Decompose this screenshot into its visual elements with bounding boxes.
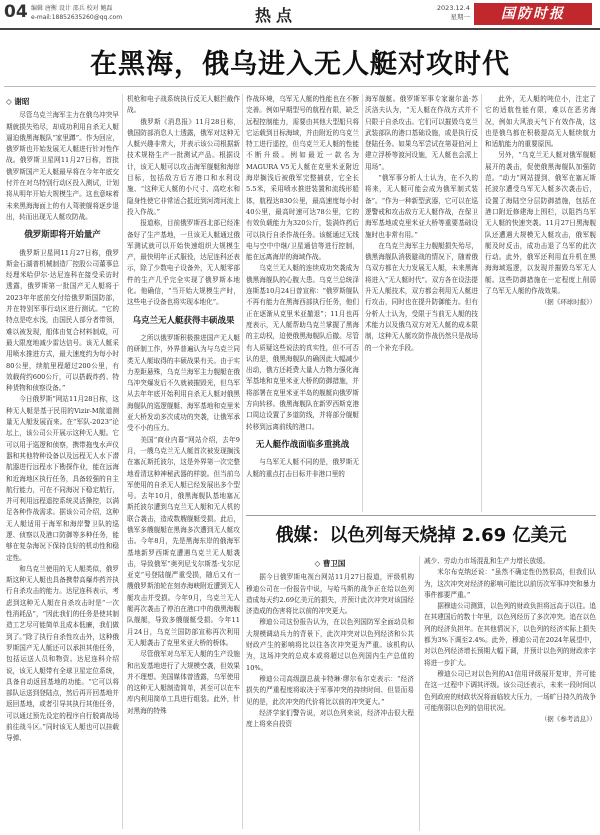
paragraph: 经济学家们警告说，对以色列来说，经济冲击很大程度上将来自投资 xyxy=(246,708,414,729)
page-header xyxy=(0,0,600,30)
column-divider xyxy=(122,94,123,829)
article2-column-2 xyxy=(424,556,596,831)
paragraph: “俄军事分析人士认为，在不久的将来，无人艇可能会成为俄军制式装备”。“作为一种新型武器，它可以在巡逻警戒和攻击敌方无人艇作战，在保卫海军基地或克里米亚大桥等重要基础设施时也非常有用。” xyxy=(365,174,478,239)
paragraph: 机枪和电子战系统执行反无人艇拦截作战。 xyxy=(127,95,240,115)
article-byline: ◇ 谢昭 xyxy=(6,97,30,106)
paragraph: 减少、劳动力市场混乱和生产力增长放缓。 xyxy=(424,557,550,565)
page-number: 04 xyxy=(4,2,28,22)
main-headline: 在黑海，俄乌进入无人艇对攻时代 xyxy=(90,49,510,80)
second-headline: 俄媒：以色列每天烧掉 2.69 亿美元 xyxy=(275,525,567,546)
paragraph: 作战环境，乌军无人艇的性能也在不断完善。例如早期型号的航程有限，缺乏远程控制能力，需要由其他大型船只将它运载到目标海域，并由附近的乌克兰特工进行遥控，但乌克兰无人艇的性能不断升级。例如最近一款名为MAGURA V5无人艇在克里米亚附近海岸搁浅后被俄军完整捕获，它全长5.5米，采用喷水推进装置和流线形船体，航程达830公里，最高速度每小时40公里，最高时速可达78公里，它的有效负载能力为320公斤，装满炸药后可以执行自杀作战任务。该艇通过无线电与空中中继/卫星通信等进行控制，能在远离海岸的海域作战。 xyxy=(246,95,359,262)
paragraph: 在乌克兰海军主力舰艇损失殆尽，俄黑海舰队消极避战的情况下，随着俄乌双方都在大力发展无人艇，未来黑海将进入“无人艇时代”。双方各在设法提升无人艇技术，双方都会利用无人艇进行攻击，同时也在提升防御能力。但有分析人士认为，受限于当前无人艇的技术能力以及俄乌双方对无人艇的成本限制，这种无人艇攻防作战仍然只是战场的一个补充手段。 xyxy=(365,241,478,352)
paragraph: 据今日俄罗斯电视台网站11月27日报道，评级机构穆迪公司在一份报告中说，与哈马斯的战争正在给以色列造成每天约2.69亿美元的损失，并预计此次冲突对该国经济造成的伤害将比以前的冲突更大。 xyxy=(246,573,414,616)
paragraph: 穆迪公司已对以色列的A1信用评级展开复审，并可能在这一过程中下调其评级。该公司还表示，未来一段时间以色列政府的财政状况将面临较大压力，一场旷日持久的战争可能削弱以色列的信用状况。 xyxy=(424,669,596,712)
article2-column-1 xyxy=(246,556,414,831)
paragraph: 此外，无人艇的吨位小，注定了它的适航性能有限，难以在恶劣海况，例如大风浪天气下有效作战，这也是俄乌都在积极提高无人艇续航力和适航能力的重要原因。 xyxy=(485,95,596,149)
header-divider xyxy=(0,28,600,30)
article-column-2 xyxy=(127,94,240,829)
source-credit: （据《参考消息》） xyxy=(540,715,596,724)
date-text: 2023.12.4 xyxy=(436,4,470,12)
paragraph: 俄罗斯卫星网11月27日称，俄罗斯金石湖普机械制造厂控股公司董事总经理米哈伊尔·达尼连科在接受采访时透露，俄罗斯第一批国产无人艇将于2023年年底前交付给俄罗斯国防部，并在特别军事行动区进行测试。“它的特点是吃水浅，由国民人部分者带领，难以被发现，船体由复合材料制成，可最大限度地减少雷达信号。该无人艇采用喷水推进方式，最大速度约为每小时80公里，续航里程超过200公里，有效载荷约600公斤，可以搭载炸药、特种货物和侦察设备。” xyxy=(6,248,119,393)
paragraph: 海军舰艇。俄罗斯军事专家谢尔盖·苏沃洛夫认为，“无人艇在作战方式并不只限于自杀攻击。它们可以摧毁乌克兰武装部队的港口基础设施，或是执行反登陆任务。如果乌军尝试在第聂伯河上建立浮桥等渡河设施，无人艇也会派上用场”。 xyxy=(365,95,478,171)
paragraph: 尽管乌克兰海军主力在俄乌冲突早期就损失殆尽，却成功利用自杀无人艇逼迫俄黑海舰队“家里蹲”。作为回应，俄罗斯也开始发展无人艇进行针对性作战。俄罗斯卫星网11月27日称，首批俄罗斯国产无人艇最早将在今年年底交付并在对乌特别行动区投入测试，计划将从明年开始大规模生产。这也意味着未来黑海海面上的有人驾驶舰将逐步退出，转而出现无人艇攻防战。 xyxy=(6,111,119,221)
article-column-5 xyxy=(485,94,596,512)
column-divider xyxy=(362,94,363,512)
article-column-1 xyxy=(6,94,119,829)
article2-byline: ◇ 曹卫国 xyxy=(314,559,346,568)
column-divider xyxy=(242,94,243,829)
paragraph: 报道称，目前俄罗斯西北部已经准备好了生产基地，一旦该无人艇通过俄军测试就可以开始快速组织大规模生产，最快明年正式服役，达尼连科还表示，除了少数电子设备外，无人艇零部件的生产几乎完全实现了俄罗斯本地化。他确信，“当开始大规模生产时，这些电子设备也将实现本地化”。 xyxy=(127,219,240,307)
headline-divider xyxy=(4,86,596,87)
article-column-4 xyxy=(365,94,478,512)
paragraph: 据穆迪公司测算，以色列的财政负担将远高于以往。追在其建国后的数十年里，以色列经历了多次冲突。追在以色列的经济负担年。在其他情况下，以色列的经济实际上损失都为3%下调至2.4%。此外，穆迪公司在2024年展望中，对以色列经济增长预期大幅下调，并预计以色列的财政赤字将进一步扩大。 xyxy=(424,602,596,667)
paragraph: 与乌军无人艇不同的是，俄罗斯无人艇的重点打击目标并非港口里的 xyxy=(246,458,359,478)
paragraph: 乌克兰无人艇的连续成功突袭成为俄黑海舰队的心腹大患。乌克兰总统泽连斯基10月24日曾宣称：“俄罗斯舰队不再有能力在黑海西部执行任务，他们正在逐渐从克里米亚撤退”；11月也再度表示，无人艇帮助乌克兰掌握了黑海的主动权，迫使俄黑海舰队后撤。尽管有人质疑这些说法的真实性，但不可否认的是，俄黑海舰队的确因此大幅减少出动，俄方还耗费大量人力物力强化海军基地和克里米亚大桥的防御措施，并将部署在克里米亚半岛的舰艇向俄罗斯方向转移。俄黑海舰队在新罗西斯克港口周边设置了多道防线，并将部分舰艇转移到远离前线的港口。 xyxy=(246,264,359,431)
paragraph: 另外，“乌克兰无人艇对俄军舰艇展开的袭击，促使俄黑海舰队加强防范。“动力”网站提到，俄军在塞瓦斯托波尔遭受乌军无人艇多次袭击后，设置了海陆空分层防御措施，包括在港口附近修建海上围栏，以阻挡乌军无人艇的快速突袭。11月27日黑海舰队还遭遇大规模无人艇攻击，俄军舰艇及时反击，成功击退了乌军的此次行动。此外，俄军还利用直升机在黑海海域巡逻，以发现并摧毁乌军无人艇。这些防御措施在一定程度上削弱了乌军无人艇的作战效果。 xyxy=(485,151,596,296)
subheading: 无人艇作战面临多重挑战 xyxy=(255,439,350,450)
paragraph: 尽管俄军对乌军无人艇的生产设施和出发基地进行了大规模空袭，但效果并不理想。美国媒体曾透露，乌军使用的这种无人艇制造简单，甚至可以在车库内利用简单工具进行组装。此外，针对黑海的特殊 xyxy=(127,650,240,715)
section-title: 热点 xyxy=(255,6,298,25)
issue-date xyxy=(420,4,470,22)
subheading: 乌克兰无人艇获得丰硕战果 xyxy=(132,315,235,326)
editor-info xyxy=(31,4,122,22)
paragraph: 之所以俄罗斯积极推进国产无人艇的研制工作，外界普遍认为与乌克兰同类无人艇取得的丰硕战果有关。由于实力差距悬殊，乌克兰海军主力舰艇在俄乌冲突爆发后不久就被摧毁光，但乌军从去年年底开始利用自杀无人艇对俄黑海舰队的巡逻舰艇、海军基地和克里米亚大桥发动多次成功的突袭，让俄军承受不小的压力。 xyxy=(127,333,240,433)
paragraph: 俄罗斯《消息报》11月28日称，俄国防部消息人士透露，俄军对这种无人艇兴趣非常大，并表示该公司根据新技术规格生产一批测试产品。根据设计，该无人艇可以攻击海军舰艇和海岸目标，包括敌方后方港口和水利设施、“这种无人艇的小尺寸、高吃水和隐身性使它非常适合抵近到河湾河流上投入作战。” xyxy=(127,117,240,216)
masthead-logo: 国防时报 xyxy=(474,3,592,25)
paragraph: 米尔布克纳还说：“虽然不确定性仍然很高，但我们认为，这次冲突对经济的影响可能比以前历次军事冲突和暴力事件都要严重。” xyxy=(424,568,596,599)
paragraph: 和乌克兰使用的无人艇类似，俄罗斯这种无人艇也具备携带高爆炸药并执行自杀攻击的能力。达尼连科表示，考虑到这种无人艇在自杀攻击时是“一次性消耗品”，“因此我们的任务是使其制造工艺尽可能简单且成本低廉，我们做到了。”除了执行自杀性攻击外，这种俄罗斯国产无人艇还可以承担其他任务，包括运送人员和物资。达尼连科介绍说，该无人艇带有全球卫星定位系统，具备自动返回基地的功能。“它可以将部队运送到登陆点，然后再开回基地并返回基地，或者引导其执行其他任务，可以通过预先设定的程序自行脱离战场前往战斗区。”同时该无人艇也可以挂载导弹、 xyxy=(6,564,119,743)
paragraph: 美国“商业内幕”网站介绍，去年9月，一艘乌克兰无人艇首次被发现搁浅在塞瓦斯托波尔，这是外界第一次完整地看清这种神秘武器的样貌。但当前乌军使用的自杀无人艇已经发展出多个型号。去年10月，俄黑海舰队基地塞瓦斯托波尔遭到乌克兰无人艇和无人机的联合袭击，造成数艘舰艇受损。此后，俄军多艘舰艇在黑海多次遭到无人艇攻击。今年8月，先是黑海东岸的俄海军基地新罗西斯克遭遇乌克兰无人艇袭击，导致俄军“奥列尼戈尔斯基·戈尔尼亚克”号登陆舰严重受损，随后又有一艘俄罗斯油轮在刻赤海峡附近遭到无人艇攻击并受损。今年9月，乌克兰无人艇再次袭击了停泊在港口中的俄黑海舰队舰艇，导致多艘舰艇受损。今年11月24日，乌克兰国防部宣称再次利用无人艇袭击了克里米亚大桥的桥体。 xyxy=(127,435,240,647)
paragraph: 今日俄罗斯”网站11月28日称，这种无人艇是基于民用的Vizir-M航道测量无人艇发展而来。在“军队-2023”论坛上，该公司公开展示这种无人艇。它可以用于巡逻和侦察，携带拖曳水声仪器和其他特种设备以及远程无人水下潜航器进行远程水下勘探作业，能在远海和近海地区执行任务，具备较强的自主航行能力，可在不同海况下稳定航行，并可利用远程遥控系统灵活操控，以满足各种作战需求。据该公司介绍，这种无人艇适用于海军和海岸警卫队的巡逻、侦察以及港口防御等多种任务，能够在复杂海况下保持良好的机动性和稳定性。 xyxy=(6,395,119,562)
editor-credits: 编辑 唐衡 设计 邵兵 校对 鲍磊 xyxy=(31,5,113,12)
subheading: 俄罗斯即将开始量产 xyxy=(24,230,101,241)
column-divider xyxy=(419,556,420,831)
paragraph: 穆迪公司高级副总裁卡特琳·缪尔布尔克表示：“经济损失的严重程度将取决于军事冲突的持续时间、但显而易见的是，此次冲突的代价将比以前的冲突更大。” xyxy=(246,674,414,706)
paragraph: 穆迪公司这份报告认为，在以色列国防军全面动员和大规模调动兵力的背景下，此次冲突对以色列经济和公共财政产生的影响将比以往各次冲突更为严重。该机构认为，这场冲突的总成本或将超过以色列国内生产总值的10%。 xyxy=(246,618,414,672)
weekday-text: 星期一 xyxy=(450,13,470,21)
column-divider xyxy=(481,94,482,512)
source-credit: （据《环球时报》） xyxy=(540,298,596,307)
editor-email: e-mail:18852635260@qq.com xyxy=(31,14,123,21)
story-divider xyxy=(246,515,596,516)
